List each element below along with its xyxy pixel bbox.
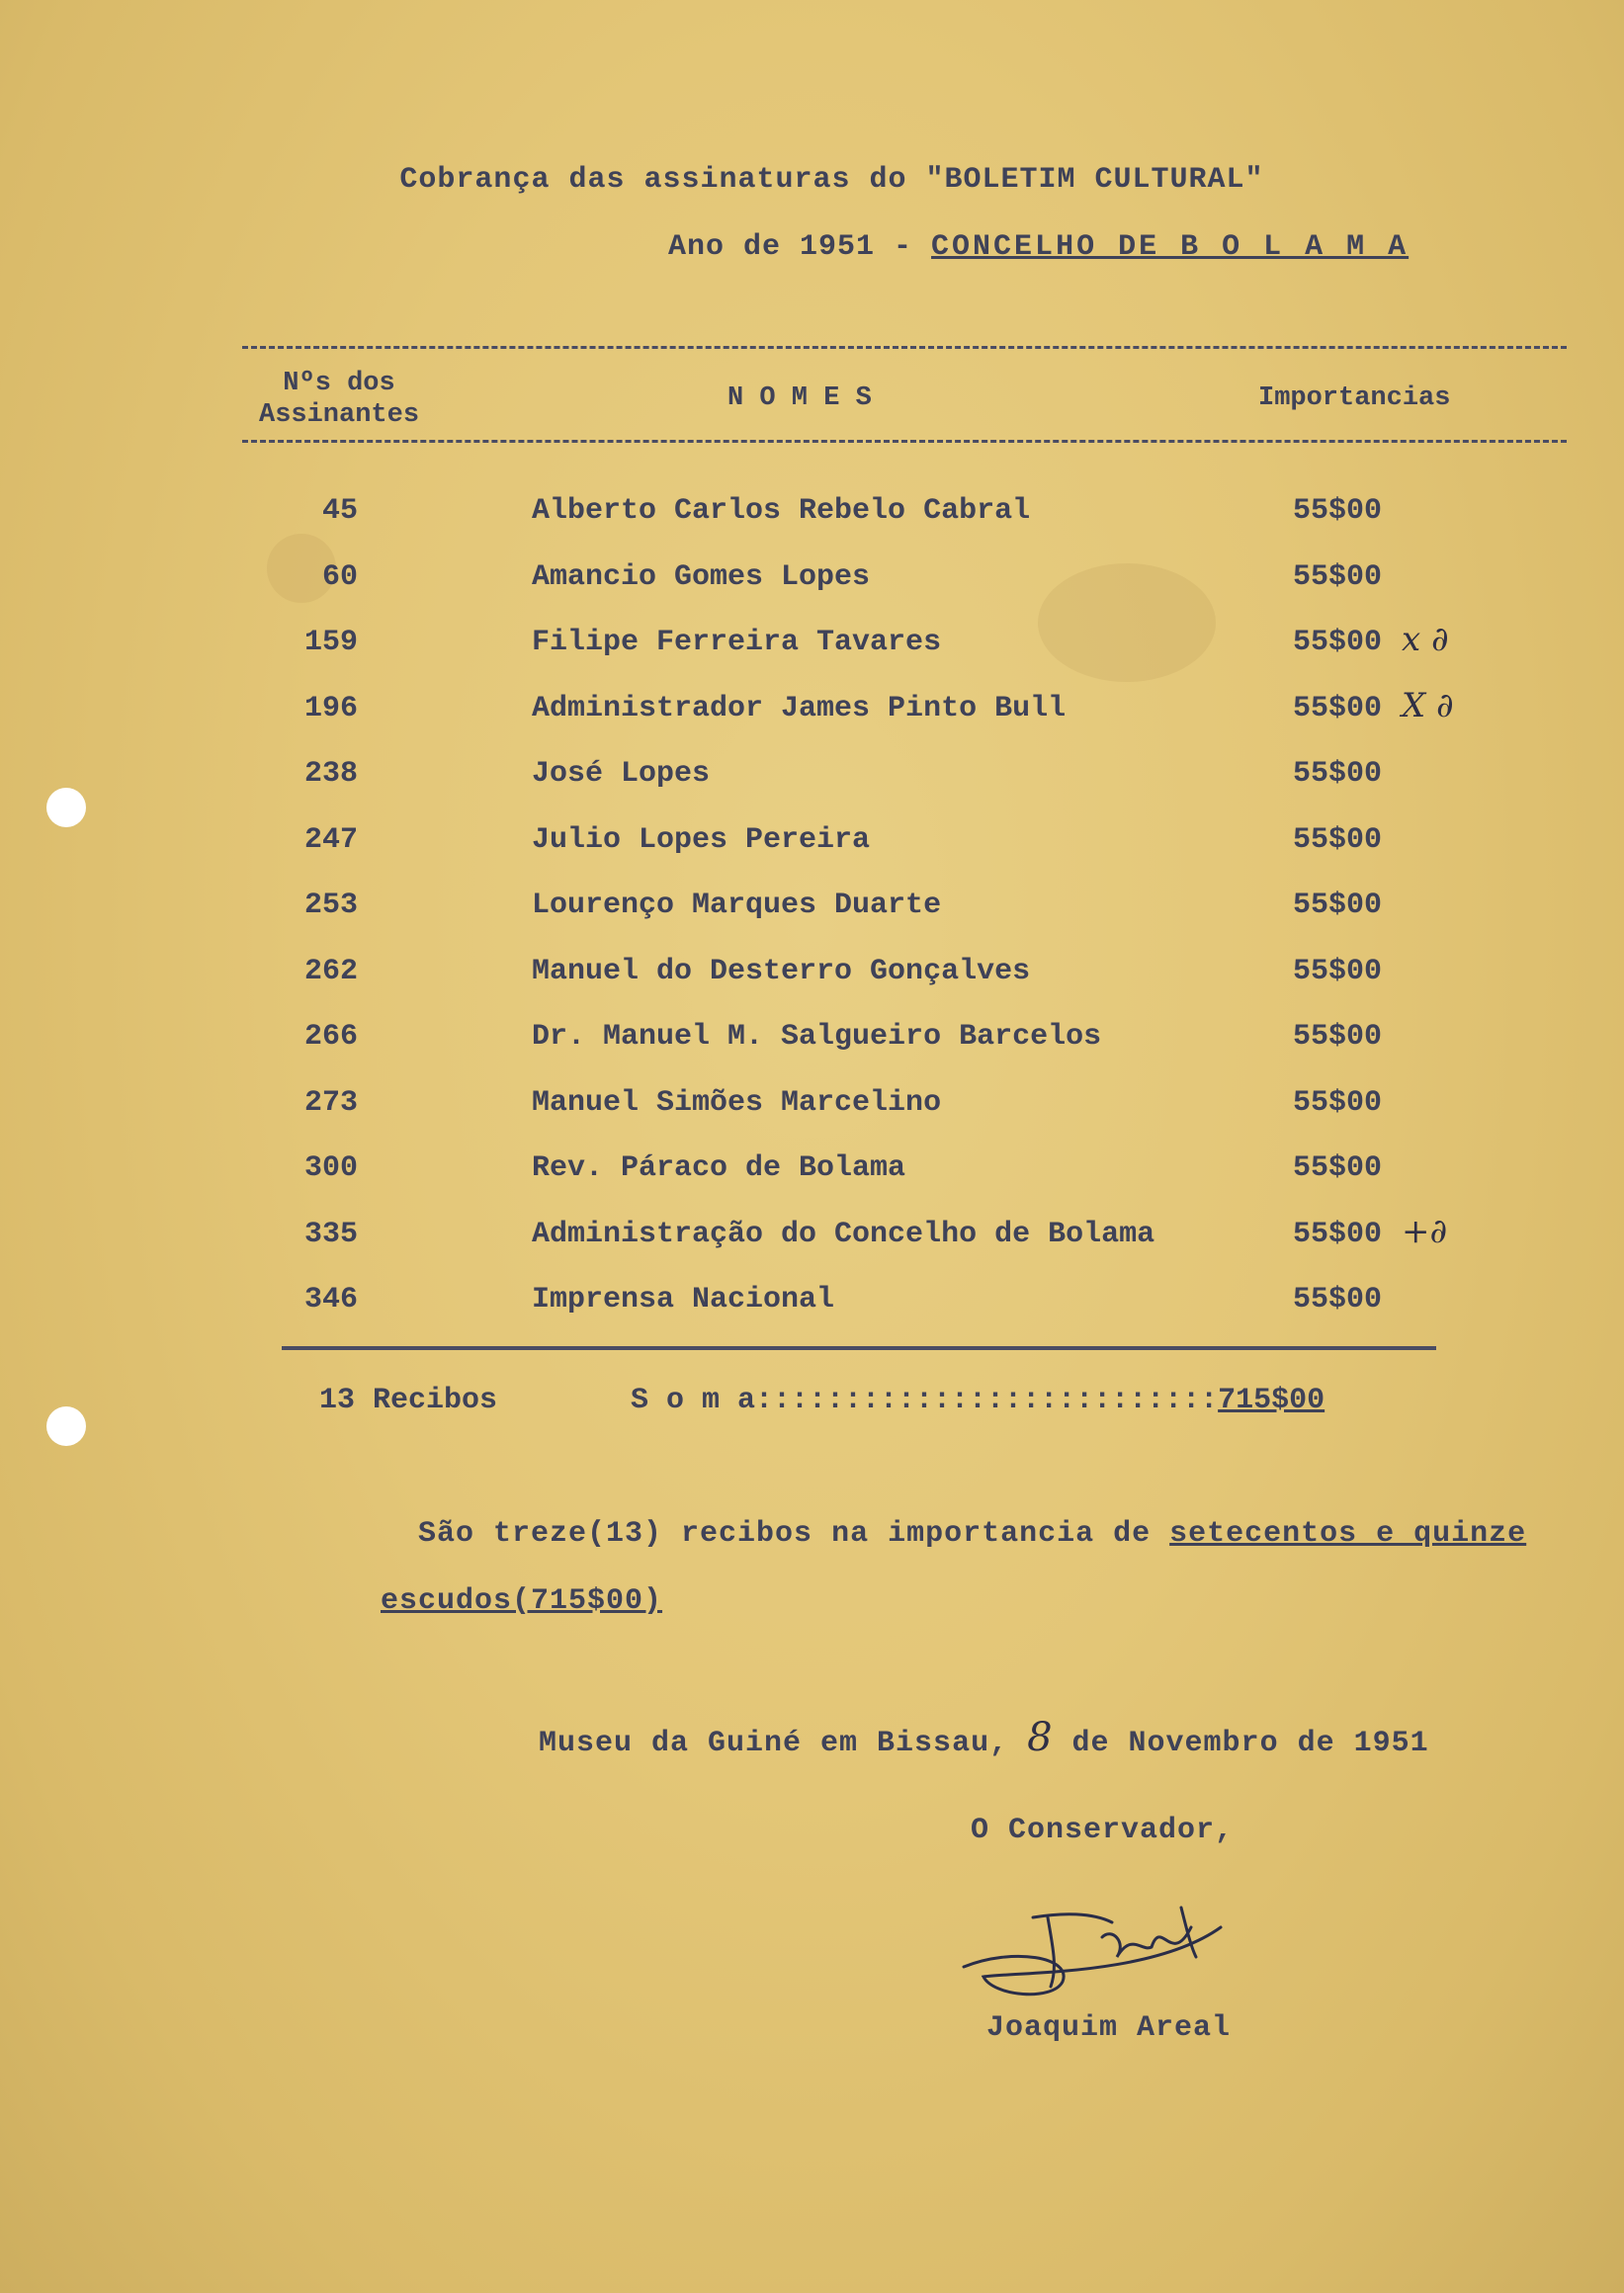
subscriber-name: Manuel Simões Marcelino [532, 1085, 942, 1120]
column-header-numbers [259, 368, 419, 431]
subscriber-name: Alberto Carlos Rebelo Cabral [532, 494, 1031, 528]
punch-hole [46, 1406, 86, 1446]
subscription-amount: 55$00 [1293, 822, 1383, 857]
statement-amount-words: setecentos e quinze [1169, 1517, 1527, 1551]
subscriber-number: 273 [303, 1085, 358, 1120]
table-row [0, 955, 1624, 1004]
table-row [0, 494, 1624, 544]
subtitle-prefix: Ano de 1951 - [668, 230, 932, 264]
subscription-amount: 55$00 [1293, 889, 1383, 922]
place-date-suffix: de Novembro de 1951 [1053, 1727, 1429, 1760]
table-row [0, 823, 1624, 873]
subscription-amount: 55$00 [1293, 1020, 1383, 1054]
subscription-amount: 55$00 [1293, 1283, 1383, 1316]
subscription-amount: 55$00 [1293, 691, 1383, 725]
place-date-prefix: Museu da Guiné em Bissau, [539, 1727, 1028, 1760]
statement-line-1 [418, 1517, 1526, 1551]
subscriber-name: Administrador James Pinto Bull [532, 691, 1067, 725]
subscriber-number: 262 [303, 954, 358, 988]
subscription-amount: 55$00 [1293, 1151, 1383, 1185]
sum-line [631, 1384, 1325, 1417]
signatory-name: Joaquim Areal [986, 2011, 1232, 2045]
total-rule [282, 1346, 1436, 1350]
handwritten-check-mark: +∂ [1402, 1211, 1448, 1251]
table-row [0, 1086, 1624, 1136]
column-header-amounts: Importancias [1258, 383, 1451, 413]
subscriber-name: José Lopes [532, 757, 711, 791]
subscriber-number: 238 [303, 757, 358, 791]
sum-total: 715$00 [1218, 1384, 1325, 1417]
subscriber-number: 335 [303, 1217, 358, 1251]
dashed-rule-header [242, 440, 1567, 443]
dashed-rule-top [242, 346, 1567, 349]
document-title: Cobrança das assinaturas do "BOLETIM CULTURAL" [399, 163, 1264, 197]
subscriber-number: 159 [303, 626, 358, 659]
statement-amount-escudos: escudos(715$00) [381, 1584, 663, 1618]
subtitle-municipality: CONCELHO DE B O L A M A [931, 230, 1410, 264]
subscriber-number: 196 [303, 691, 358, 725]
subscriber-name: Rev. Páraco de Bolama [532, 1151, 906, 1185]
statement-line-2 [381, 1584, 662, 1618]
subscriber-name: Julio Lopes Pereira [532, 822, 871, 857]
column-header-numbers-line2: Assinantes [259, 400, 420, 430]
subscriber-number: 266 [303, 1020, 358, 1054]
table-row [0, 560, 1624, 610]
subscription-amount: 55$00 [1293, 954, 1383, 988]
table-row [0, 1151, 1624, 1201]
subscription-amount: 55$00 [1293, 757, 1383, 791]
table-row [0, 889, 1624, 938]
handwritten-signature [954, 1888, 1250, 2006]
subscriber-number: 300 [303, 1151, 358, 1185]
table-row [0, 685, 1624, 741]
subscriber-number: 60 [321, 559, 358, 594]
subscription-amount: 55$00 [1293, 626, 1383, 659]
column-header-numbers-line1: Nºs dos [283, 369, 395, 398]
column-header-names: N O M E S [727, 383, 872, 413]
subscriber-name: Imprensa Nacional [532, 1283, 835, 1316]
table-row [0, 1211, 1624, 1267]
subscriber-name: Administração do Concelho de Bolama [532, 1217, 1155, 1251]
table-row [0, 1020, 1624, 1069]
document-subtitle [668, 230, 1409, 264]
subscriber-name: Amancio Gomes Lopes [532, 559, 871, 594]
subscription-amount: 55$00 [1293, 1085, 1383, 1120]
handwritten-check-mark: x ∂ [1402, 620, 1449, 659]
place-date [539, 1715, 1429, 1760]
subscriber-name: Dr. Manuel M. Salgueiro Barcelos [532, 1020, 1102, 1054]
subscriber-name: Filipe Ferreira Tavares [532, 626, 942, 659]
statement-text: São treze(13) recibos na importancia de [418, 1517, 1170, 1551]
subscriber-number: 247 [303, 822, 358, 857]
subscriber-name: Lourenço Marques Duarte [532, 889, 942, 922]
table-row [0, 757, 1624, 807]
handwritten-check-mark: X ∂ [1402, 685, 1454, 725]
table-row [0, 620, 1624, 675]
signatory-role: O Conservador, [971, 1814, 1235, 1847]
receipt-count: 13 Recibos [319, 1384, 498, 1417]
subscriber-name: Manuel do Desterro Gonçalves [532, 954, 1031, 988]
table-row [0, 1283, 1624, 1332]
subscriber-number: 346 [303, 1283, 358, 1316]
subscription-amount: 55$00 [1293, 559, 1383, 594]
subscription-amount: 55$00 [1293, 1217, 1383, 1251]
subscription-amount: 55$00 [1293, 494, 1383, 528]
subscriber-number: 45 [321, 494, 358, 528]
sum-label: S o m a:::::::::::::::::::::::::: [631, 1384, 1219, 1417]
place-date-day: 8 [1027, 1715, 1054, 1760]
subscriber-number: 253 [303, 889, 358, 922]
